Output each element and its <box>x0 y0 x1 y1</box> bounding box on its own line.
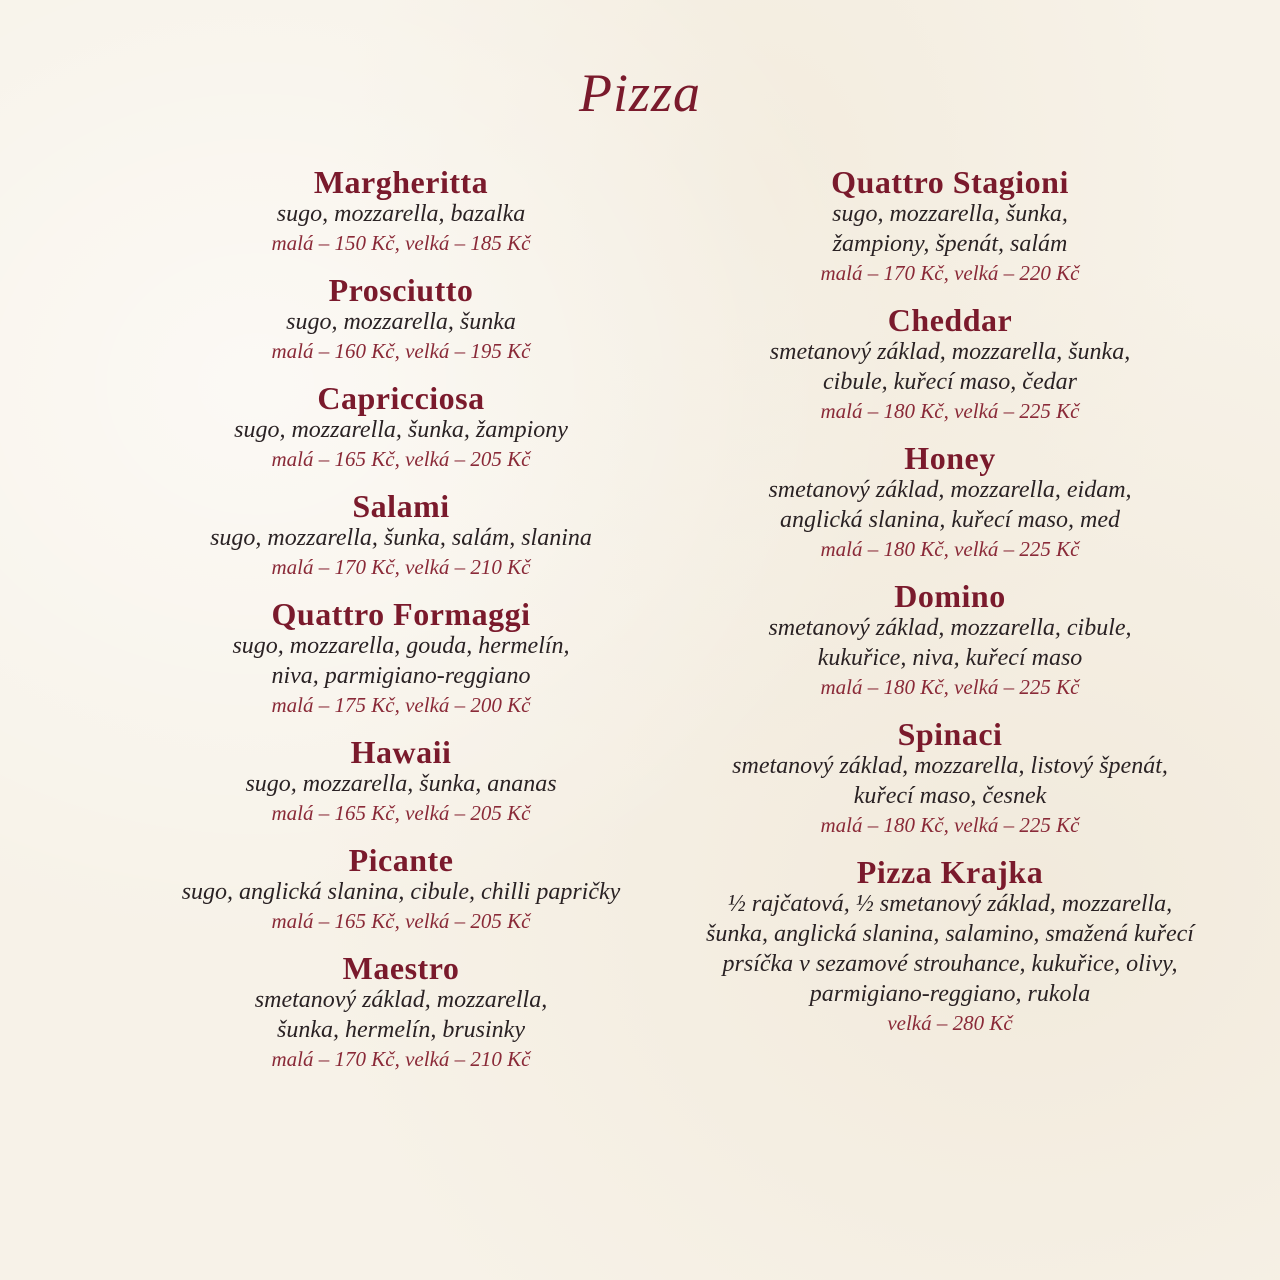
pizza-price: malá – 180 Kč, velká – 225 Kč <box>820 537 1080 561</box>
pizza-price: malá – 180 Kč, velká – 225 Kč <box>820 813 1080 837</box>
pizza-name: Honey <box>904 440 996 476</box>
pizza-name: Margheritta <box>313 164 489 200</box>
pizza-ingredients: sugo, mozzarella, bazalka <box>276 201 526 227</box>
pizza-name: Quattro Formaggi <box>271 596 531 632</box>
pizza-ingredients: sugo, mozzarella, šunka <box>286 309 516 335</box>
pizza-name: Pizza Krajka <box>856 854 1044 890</box>
menu-item <box>130 489 672 581</box>
pizza-ingredients: smetanový základ, mozzarella, šunka, cibule, kuřecí maso, čedar <box>769 339 1131 395</box>
pizza-price: malá – 165 Kč, velká – 205 Kč <box>271 447 531 471</box>
pizza-ingredients: smetanový základ, mozzarella, šunka, hermelín, brusinky <box>254 987 548 1043</box>
pizza-ingredients: sugo, mozzarella, šunka, salám, slanina <box>210 525 592 551</box>
pizza-name: Domino <box>894 578 1006 614</box>
menu-item <box>680 165 1220 287</box>
right-column <box>680 165 1220 1053</box>
pizza-price: malá – 160 Kč, velká – 195 Kč <box>271 339 531 363</box>
pizza-price: malá – 180 Kč, velká – 225 Kč <box>820 399 1080 423</box>
menu-title: Pizza <box>578 63 702 123</box>
pizza-name: Maestro <box>342 950 460 986</box>
pizza-name: Picante <box>348 842 454 878</box>
menu-item <box>680 579 1220 701</box>
left-column <box>130 165 672 1089</box>
pizza-name: Quattro Stagioni <box>831 164 1069 200</box>
pizza-ingredients: sugo, mozzarella, šunka, žampiony, špenát, salám <box>832 201 1068 257</box>
pizza-name: Cheddar <box>887 302 1013 338</box>
pizza-ingredients: sugo, mozzarella, šunka, žampiony <box>234 417 568 443</box>
pizza-name: Salami <box>352 488 450 524</box>
pizza-ingredients: sugo, mozzarella, šunka, ananas <box>245 771 557 797</box>
menu-item <box>130 597 672 719</box>
pizza-price: malá – 165 Kč, velká – 205 Kč <box>271 909 531 933</box>
pizza-ingredients: smetanový základ, mozzarella, cibule, kukuřice, niva, kuřecí maso <box>768 615 1132 671</box>
menu-item <box>130 273 672 365</box>
menu-item <box>130 735 672 827</box>
pizza-price: velká – 280 Kč <box>887 1011 1013 1035</box>
pizza-price: malá – 170 Kč, velká – 210 Kč <box>271 555 531 579</box>
pizza-price: malá – 170 Kč, velká – 210 Kč <box>271 1047 531 1071</box>
pizza-ingredients: smetanový základ, mozzarella, eidam, anglická slanina, kuřecí maso, med <box>768 477 1132 533</box>
menu-item <box>680 441 1220 563</box>
pizza-name: Prosciutto <box>328 272 474 308</box>
menu-item <box>130 951 672 1073</box>
pizza-price: malá – 165 Kč, velká – 205 Kč <box>271 801 531 825</box>
pizza-ingredients: sugo, mozzarella, gouda, hermelín, niva, parmigiano-reggiano <box>232 633 570 689</box>
pizza-price: malá – 150 Kč, velká – 185 Kč <box>271 231 531 255</box>
menu-item <box>680 303 1220 425</box>
pizza-name: Hawaii <box>350 734 452 770</box>
pizza-name: Spinaci <box>897 716 1003 752</box>
pizza-name: Capricciosa <box>317 380 485 416</box>
menu-item <box>680 855 1220 1037</box>
pizza-price: malá – 175 Kč, velká – 200 Kč <box>271 693 531 717</box>
menu-item <box>130 843 672 935</box>
pizza-ingredients: sugo, anglická slanina, cibule, chilli papričky <box>181 879 621 905</box>
pizza-price: malá – 170 Kč, velká – 220 Kč <box>820 261 1080 285</box>
pizza-ingredients: ½ rajčatová, ½ smetanový základ, mozzarella, šunka, anglická slanina, salamino, smažená kuřecí prsíčka v sezamové strouhance, kukuřice, olivy, parmigiano-reggiano, rukola <box>706 891 1194 1007</box>
menu-item <box>130 381 672 473</box>
pizza-price: malá – 180 Kč, velká – 225 Kč <box>820 675 1080 699</box>
menu-item <box>680 717 1220 839</box>
pizza-ingredients: smetanový základ, mozzarella, listový špenát, kuřecí maso, česnek <box>732 753 1168 809</box>
menu-item <box>130 165 672 257</box>
